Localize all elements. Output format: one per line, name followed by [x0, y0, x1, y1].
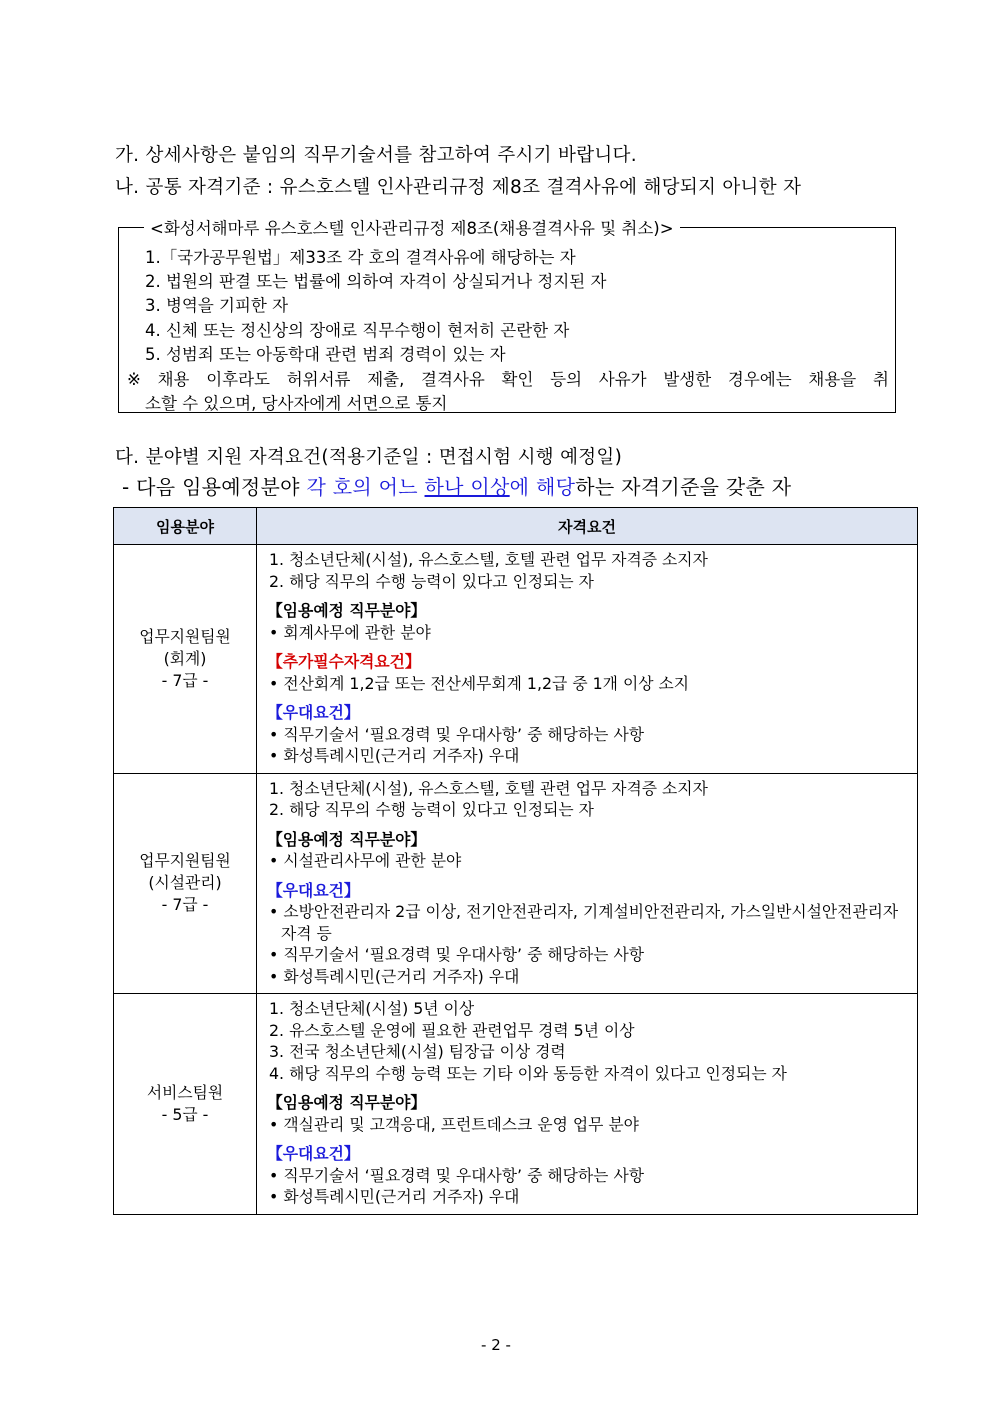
subtitle-highlight-2: 에 해당	[509, 475, 576, 499]
section-heading: 【임용예정 직무분야】	[267, 829, 427, 849]
bullet-item: • 직무기술서 ‘필요경력 및 우대사항’ 중 해당하는 사항	[269, 945, 644, 964]
field-label: - 5급 -	[161, 1104, 209, 1124]
section-heading: 【임용예정 직무분야】	[267, 1093, 427, 1112]
note-word: 결격사유	[421, 370, 485, 389]
note-line-2: 소할 수 있으며, 당사자에게 서면으로 통지	[145, 394, 448, 413]
note-word: 제출,	[367, 370, 405, 389]
field-label: (시설관리)	[148, 873, 222, 893]
note-word: 등의	[550, 370, 583, 389]
note-word: ※	[127, 370, 141, 389]
bullet-item: • 회계사무에 관한 분야	[269, 622, 431, 642]
bullet-item: • 직무기술서 ‘필요경력 및 우대사항’ 중 해당하는 사항	[269, 1165, 644, 1185]
bullet-item: • 화성특례시민(근거리 거주자) 우대	[269, 746, 520, 765]
bullet-item: • 객실관리 및 고객응대, 프런트데스크 운영 업무 분야	[269, 1114, 639, 1134]
section-heading: 【추가필수자격요건】	[267, 652, 421, 671]
bullet-item: • 직무기술서 ‘필요경력 및 우대사항’ 중 해당하는 사항	[269, 724, 644, 744]
qualification-item: 4. 해당 직무의 수행 능력 또는 기타 이와 동등한 자격이 있다고 인정되는 자	[269, 1063, 787, 1083]
note-line-1	[127, 368, 889, 392]
box-title: <화성서해마루 유스호스텔 인사관리규정 제8조(채용결격사유 및 취소)>	[144, 215, 680, 239]
list-item: 4. 신체 또는 정신상의 장애로 직무수행이 현저히 곤란한 자	[145, 320, 570, 340]
field-label: (회계)	[163, 648, 207, 668]
qualification-item: 1. 청소년단체(시설), 유스호스텔, 호텔 관련 업무 자격증 소지자	[269, 778, 708, 798]
requirements-cell	[257, 773, 918, 994]
bullet-item: • 전산회계 1,2급 또는 전산세무회계 1,2급 중 1개 이상 소지	[269, 673, 690, 693]
section-da-subtitle	[122, 471, 791, 500]
table-body	[114, 545, 918, 1215]
disqualification-box	[118, 227, 896, 413]
note-word: 사유가	[598, 370, 647, 389]
field-label: 서비스팀원	[146, 1082, 224, 1102]
section-heading: 【임용예정 직무분야】	[267, 601, 427, 620]
page-number: - 2 -	[481, 1336, 511, 1354]
section-heading: 【우대요건】	[267, 880, 360, 900]
note-word: 이후라도	[206, 370, 270, 389]
qualification-item: 1. 청소년단체(시설) 5년 이상	[269, 999, 475, 1018]
table-row	[114, 994, 918, 1215]
field-cell	[114, 994, 257, 1215]
field-label: - 7급 -	[161, 895, 209, 915]
requirements-cell	[257, 545, 918, 774]
bullet-item: • 시설관리사무에 관한 분야	[269, 851, 462, 870]
requirements-cell	[257, 994, 918, 1215]
subtitle-underlined: 하나 이상	[424, 475, 510, 499]
field-label: 업무지원팀원	[139, 851, 231, 871]
list-item: 1.「국가공무원법」제33조 각 호의 결격사유에 해당하는 자	[145, 248, 576, 267]
note-word: 경우에는	[727, 370, 792, 389]
qualification-item: 2. 해당 직무의 수행 능력이 있다고 인정되는 자	[269, 800, 594, 819]
qualification-item: 2. 해당 직무의 수행 능력이 있다고 인정되는 자	[269, 571, 594, 591]
note-word: 취	[872, 370, 889, 389]
table-header-row	[114, 508, 918, 545]
note-word: 발생한	[663, 370, 712, 389]
header-requirements: 자격요건	[257, 508, 918, 545]
note-word: 확인	[501, 370, 534, 389]
subtitle-highlight: 각 호의 어느	[306, 475, 425, 499]
field-cell	[114, 545, 257, 774]
header-field: 임용분야	[114, 508, 257, 545]
disqualification-note	[127, 368, 889, 416]
qualification-table	[113, 507, 918, 1215]
intro-line-ga: 가. 상세사항은 붙임의 직무기술서를 참고하여 주시기 바랍니다.	[115, 145, 637, 166]
list-item: 5. 성범죄 또는 아동학대 관련 범죄 경력이 있는 자	[145, 344, 506, 364]
section-da-title: 다. 분야별 지원 자격요건(적용기준일 : 면접시험 시행 예정일)	[115, 447, 623, 468]
subtitle-prefix: - 다음 임용예정분야	[122, 475, 307, 499]
field-cell	[114, 773, 257, 994]
intro-line-na: 나. 공통 자격기준 : 유스호스텔 인사관리규정 제8조 결격사유에 해당되지 아니한 자	[115, 177, 802, 198]
qualification-item: 2. 유스호스텔 운영에 필요한 관련업무 경력 5년 이상	[269, 1020, 635, 1040]
qualification-item: 3. 전국 청소년단체(시설) 팀장급 이상 경력	[269, 1042, 566, 1061]
disqualification-list	[145, 246, 606, 367]
section-heading: 【우대요건】	[267, 703, 360, 722]
list-item: 2. 법원의 판결 또는 법률에 의하여 자격이 상실되거나 정지된 자	[145, 272, 607, 292]
field-label: 업무지원팀원	[139, 626, 231, 646]
bullet-item: • 화성특례시민(근거리 거주자) 우대	[269, 966, 520, 986]
section-heading: 【우대요건】	[267, 1144, 360, 1163]
note-word: 허위서류	[286, 370, 351, 389]
list-item: 3. 병역을 기피한 자	[145, 296, 289, 316]
note-word: 채용	[157, 370, 190, 389]
bullet-item: • 소방안전관리자 2급 이상, 전기안전관리자, 기계설비안전관리자, 가스일반시설안전관리자 자격 등	[269, 902, 899, 943]
bullet-item: • 화성특례시민(근거리 거주자) 우대	[269, 1187, 520, 1206]
table-row	[114, 545, 918, 774]
note-word: 채용을	[808, 370, 857, 389]
table-row	[114, 773, 918, 994]
subtitle-suffix: 하는 자격기준을 갖춘 자	[575, 475, 792, 499]
qualification-item: 1. 청소년단체(시설), 유스호스텔, 호텔 관련 업무 자격증 소지자	[269, 550, 708, 569]
field-label: - 7급 -	[161, 670, 209, 690]
